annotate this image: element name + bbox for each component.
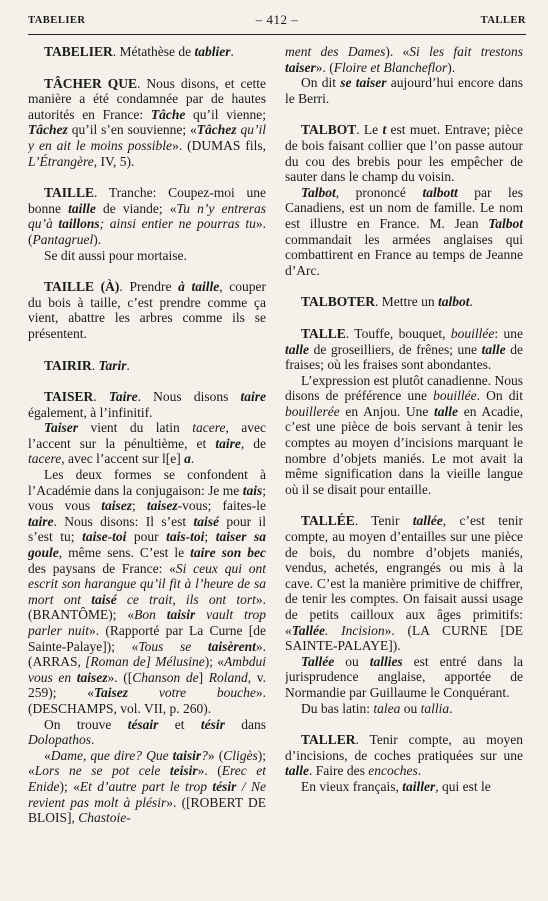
cited-word: tailler bbox=[402, 778, 436, 794]
italic-text: Roland bbox=[208, 669, 248, 685]
body-text: ou bbox=[334, 653, 370, 669]
body-text: . Faire des bbox=[309, 763, 369, 779]
cited-word: Tâche bbox=[150, 106, 186, 122]
body-text: ; bbox=[204, 529, 216, 545]
cited-word: taire son bec bbox=[190, 545, 266, 561]
page-header bbox=[28, 10, 526, 32]
italic-text: Pantagruel bbox=[32, 231, 94, 247]
cited-word: taille bbox=[68, 200, 96, 216]
body-text: ); « bbox=[204, 654, 224, 670]
cited-word: talbott bbox=[422, 184, 458, 200]
cited-word: taire bbox=[28, 513, 54, 529]
cited-word: Tallée bbox=[301, 653, 335, 669]
cited-word: taise-toi bbox=[82, 529, 127, 545]
entry-continuation-paragraph bbox=[285, 654, 523, 701]
entry-headword: TAILLE bbox=[44, 185, 95, 201]
italic-text: Dame, que dire? Que bbox=[50, 747, 173, 763]
body-text: et bbox=[158, 716, 201, 732]
body-text: aujourd’hui encore dans le Berri. bbox=[285, 75, 523, 106]
cited-word: a bbox=[184, 451, 191, 467]
cited-word: taisez bbox=[146, 498, 178, 514]
body-text: . Tranche: Coupez-moi une bonne bbox=[28, 185, 266, 216]
body-text: , c’est tenir compte, au moyen d’entailles sur une pièce de bois, du nombre d’objets maniés, vendus, achetés, engrangés ou mis à la cave. C’est la manière primitive de chiffrer, de tenir les comptes. On faisait aussi usage de petits cailloux aux âges primitifs: « bbox=[285, 513, 523, 638]
body-text: ». (BRANTÔME); « bbox=[28, 591, 266, 623]
body-text: . bbox=[230, 44, 234, 59]
body-text: pour bbox=[126, 529, 167, 545]
italic-text: Cligès bbox=[223, 747, 258, 763]
body-text: . bbox=[449, 700, 453, 716]
body-text: , avec l’accent sur l[e] bbox=[61, 451, 185, 467]
running-head-right: TALLER bbox=[480, 15, 526, 26]
cited-word: taisez bbox=[76, 669, 108, 685]
cited-word: tais bbox=[242, 482, 263, 498]
cited-word: Tâchez bbox=[28, 122, 68, 138]
body-text: de viande; « bbox=[95, 200, 177, 216]
body-text: ». (DUMAS fils, bbox=[172, 137, 266, 153]
header-rule bbox=[28, 34, 526, 35]
entry-continuation-paragraph bbox=[285, 75, 523, 106]
body-text: vient du latin bbox=[78, 420, 193, 436]
cited-word: t bbox=[382, 122, 387, 138]
italic-text: Chanson de bbox=[132, 669, 199, 685]
body-text: qu’il vienne; bbox=[185, 106, 266, 122]
entry-paragraph bbox=[28, 44, 266, 60]
body-text: , prononcé bbox=[335, 184, 423, 200]
dictionary-entry-taille2 bbox=[28, 279, 266, 341]
cited-word: tésair bbox=[127, 716, 159, 732]
cited-word: talle bbox=[285, 341, 309, 357]
italic-text: Si ceux qui ont escrit son harangue qu’il fit à l’heure de sa mort ont bbox=[28, 560, 266, 607]
body-text: . bbox=[93, 389, 109, 405]
italic-text: encoches bbox=[368, 763, 418, 779]
italic-text: tacere bbox=[192, 420, 226, 436]
body-text: . bbox=[91, 357, 99, 373]
body-text: -vous; faites-le bbox=[177, 498, 266, 514]
italic-text: bouillée bbox=[433, 388, 477, 404]
italic-text: bouillerée bbox=[285, 403, 340, 419]
body-text: On trouve bbox=[44, 716, 128, 732]
entry-continuation-paragraph bbox=[28, 748, 266, 826]
entry-paragraph bbox=[28, 279, 266, 341]
entry-continuation-paragraph bbox=[285, 779, 523, 795]
body-text: . Nous disons bbox=[137, 389, 241, 405]
body-text: . bbox=[417, 763, 422, 779]
cited-word: talle bbox=[481, 341, 506, 357]
italic-text: Chastoie- bbox=[78, 810, 131, 826]
body-text: en Acadie, c’est une pièce de bois servant à tenir les comptes au moyen d’incisions marquant le nombre d’objets maniés. Le mot avait la même signification dans la vieille langue où il se disait pour entaille. bbox=[285, 403, 523, 497]
body-text: . bbox=[126, 357, 130, 373]
body-text: ». ( bbox=[28, 216, 266, 247]
entry-headword: TAIRIR bbox=[44, 357, 92, 373]
italic-text: tallia bbox=[420, 700, 450, 716]
cited-word: taisez bbox=[101, 498, 132, 514]
dictionary-entry-taiser-cont bbox=[285, 44, 523, 106]
body-text: , IV, 5). bbox=[93, 153, 135, 169]
italic-text: Floire et Blancheflor bbox=[333, 59, 448, 75]
cited-word: talle bbox=[434, 403, 459, 419]
cited-word: taire bbox=[240, 389, 266, 405]
entry-headword: TALLÉE bbox=[301, 513, 355, 529]
dictionary-entry-talle bbox=[285, 326, 523, 498]
italic-text: [Roman de] Mélusine bbox=[85, 654, 205, 670]
italic-text: Dolopathos bbox=[28, 732, 92, 748]
body-text: , même sens. C’est le bbox=[58, 545, 191, 561]
body-text: ). « bbox=[385, 44, 410, 59]
italic-text: Erec et Enide bbox=[28, 763, 266, 794]
cited-word: Taisez bbox=[94, 685, 129, 701]
cited-word: tallée bbox=[412, 513, 443, 529]
dictionary-entry-taille1 bbox=[28, 185, 266, 263]
body-text: En vieux français, bbox=[301, 778, 403, 794]
body-text: , qui est le bbox=[435, 778, 491, 794]
body-text: ). bbox=[447, 59, 456, 75]
italic-text: L’Étrangère bbox=[28, 153, 94, 169]
italic-text: Ambdui vous en bbox=[28, 654, 266, 685]
body-text: , de bbox=[240, 435, 266, 451]
entry-continuation-paragraph bbox=[28, 467, 266, 717]
entry-paragraph bbox=[28, 185, 266, 247]
body-text: de fraises; où les fraises sont abondantes. bbox=[285, 341, 523, 373]
entry-paragraph bbox=[285, 122, 523, 184]
body-text: ». (Rapporté par La Curne [de Sainte-Palaye]); « bbox=[28, 623, 266, 654]
italic-text: votre bouche bbox=[128, 685, 256, 701]
cited-word: taire bbox=[215, 435, 241, 451]
italic-text: Bon bbox=[134, 607, 167, 623]
body-text: : une bbox=[494, 325, 523, 341]
body-text: » ( bbox=[207, 747, 224, 763]
cited-word: taisé bbox=[91, 591, 117, 607]
body-text: , v. 259); « bbox=[28, 669, 266, 701]
dictionary-entry-tabelier bbox=[28, 44, 266, 60]
body-text: ». ([ bbox=[107, 669, 133, 685]
entry-headword: TALBOTER bbox=[301, 294, 376, 310]
italic-text: Lors ne se pot cele bbox=[34, 763, 170, 779]
body-text: ». ( bbox=[315, 59, 334, 75]
body-text: ou bbox=[400, 700, 421, 716]
body-text: en Anjou. Une bbox=[339, 403, 435, 419]
cited-word: Tarir bbox=[98, 357, 127, 373]
cited-word: tais-toi bbox=[166, 529, 205, 545]
dictionary-entry-tacher bbox=[28, 76, 266, 170]
page-number: – 412 – bbox=[255, 12, 299, 27]
entry-headword: TAISER bbox=[44, 389, 94, 405]
cited-word: talle bbox=[285, 763, 309, 779]
body-text: . bbox=[190, 451, 195, 467]
body-text: est muet. Entrave; pièce de bois faisant collier que l’on passe autour du cou des brebis pour les empêcher de sauter dans le champ du voisin. bbox=[285, 122, 523, 185]
cited-word: se taiser bbox=[340, 75, 387, 91]
dictionary-entry-talboter bbox=[285, 294, 523, 310]
entry-continuation-paragraph bbox=[285, 701, 523, 717]
body-text: des paysans de France: « bbox=[28, 560, 176, 576]
italic-text: Tu n’y entreras qu’à bbox=[28, 200, 266, 232]
cited-word: tésir bbox=[212, 778, 237, 794]
cited-word: Taire bbox=[108, 389, 138, 405]
cited-word: teisir bbox=[169, 763, 198, 779]
cited-word: Taiser bbox=[44, 420, 79, 436]
body-text: On dit bbox=[301, 75, 341, 91]
entry-paragraph bbox=[28, 358, 266, 374]
body-text: ] bbox=[198, 669, 209, 685]
body-text: ». ([ROBERT DE BLOIS], bbox=[28, 794, 266, 826]
body-text: . Le bbox=[356, 122, 383, 138]
italic-text: talea bbox=[373, 700, 401, 716]
dictionary-entry-tairir bbox=[28, 358, 266, 374]
right-column bbox=[285, 44, 523, 893]
cited-word: tallies bbox=[369, 653, 403, 669]
body-text: qu’il s’en souvienne; « bbox=[67, 122, 197, 138]
body-text: ». (DESCHAMPS, vol. VII, p. 260). bbox=[28, 685, 266, 716]
body-text: . Métathèse de bbox=[112, 44, 195, 59]
entry-headword: TABELIER bbox=[44, 44, 113, 59]
body-text: . Touffe, bouquet, bbox=[345, 325, 451, 341]
body-text: Les deux formes se confondent à l’Académie dans la conjugaison: Je me bbox=[28, 467, 266, 498]
cited-word: Talbot bbox=[301, 184, 336, 200]
body-text: pour il s’est tu; bbox=[28, 513, 266, 545]
cited-word: talbot bbox=[438, 294, 470, 310]
body-text: ». (LA CURNE [DE SAINTE-PALAYE]). bbox=[285, 622, 523, 654]
body-text: également, à l’infinitif. bbox=[28, 404, 153, 420]
cited-word: taisir bbox=[166, 607, 196, 623]
cited-word: à taille bbox=[178, 279, 220, 295]
entry-continuation-paragraph bbox=[28, 420, 266, 467]
italic-text: vault trop parler nuit bbox=[28, 607, 266, 638]
body-text: ); « bbox=[28, 747, 266, 779]
entry-paragraph bbox=[285, 513, 523, 653]
cited-word: tésir bbox=[200, 716, 225, 732]
dictionary-entry-taiser bbox=[28, 389, 266, 826]
body-text: . bbox=[469, 294, 473, 310]
cited-word: taiser bbox=[285, 59, 316, 75]
dictionary-entry-tallee bbox=[285, 513, 523, 716]
italic-text: ; ainsi entier ne pourras tu bbox=[99, 216, 256, 232]
entry-continuation-paragraph bbox=[285, 373, 523, 498]
cited-word: taiser sa goule bbox=[28, 529, 266, 561]
italic-text: bouillée bbox=[450, 325, 495, 341]
body-text: . On dit bbox=[476, 388, 523, 404]
entry-paragraph bbox=[28, 76, 266, 170]
body-text: . Tenir bbox=[354, 513, 413, 529]
body-text: par les Canadiens, est un nom de famille. Le nom est illustre en France. M. Jean bbox=[285, 184, 523, 231]
body-text: ». ( bbox=[197, 763, 222, 779]
italic-text: / Ne revient pas molt à plésir bbox=[28, 778, 266, 810]
body-text: ; bbox=[132, 498, 147, 514]
body-text: « bbox=[44, 747, 51, 763]
body-text: . bbox=[91, 732, 95, 748]
body-text: . Prendre bbox=[119, 279, 179, 295]
italic-text: Si les fait trestons bbox=[409, 44, 523, 59]
cited-word: taisir bbox=[172, 747, 202, 763]
cited-word: Talbot bbox=[488, 215, 523, 231]
body-text: , avec l’accent sur la pénultième, et bbox=[28, 420, 266, 451]
entry-continuation-paragraph bbox=[28, 717, 266, 748]
body-text: . Nous disons, et cette manière a été condamnée par de hautes autorités en France: bbox=[28, 75, 266, 122]
body-text: ). bbox=[93, 231, 102, 247]
cited-word: Tallée bbox=[291, 622, 325, 638]
body-text: L’expression est plutôt canadienne. Nous disons de préférence une bbox=[285, 372, 523, 404]
italic-text: ce trait, ils ont tort bbox=[116, 591, 256, 607]
italic-text: ? bbox=[201, 747, 208, 763]
entry-continuation-paragraph bbox=[28, 248, 266, 264]
body-text: commandait les armées anglaises qui combattirent en France au temps de Jeanne d’Arc. bbox=[285, 231, 523, 278]
cited-word: taisé bbox=[193, 513, 219, 529]
running-head-left: TABELIER bbox=[28, 15, 86, 26]
body-text: ); « bbox=[59, 778, 80, 794]
cited-word: taisèrent bbox=[207, 638, 256, 654]
dictionary-entry-talbot bbox=[285, 122, 523, 278]
entry-paragraph bbox=[285, 326, 523, 373]
body-text: ; vous vous bbox=[28, 482, 266, 514]
body-text: Se dit aussi pour mortaise. bbox=[44, 247, 187, 263]
entry-headword: TALLER bbox=[301, 732, 356, 748]
italic-text: ment des Dames bbox=[285, 44, 386, 59]
entry-headword: TALBOT bbox=[301, 122, 357, 138]
body-text: Du bas latin: bbox=[301, 700, 374, 716]
body-text: . Mettre un bbox=[375, 294, 439, 310]
cited-word: taillons bbox=[58, 216, 100, 232]
body-text: , couper du bois à taille, c’est prendre comme ça vient, abattre les arbres comme ils se présentent. bbox=[28, 279, 266, 341]
entry-headword: TAILLE (À) bbox=[44, 279, 120, 295]
dictionary-entry-taller bbox=[285, 732, 523, 794]
italic-text: tacere bbox=[28, 451, 62, 467]
entry-paragraph bbox=[285, 294, 523, 310]
italic-text: Tous se bbox=[138, 638, 208, 654]
entry-paragraph bbox=[28, 389, 266, 420]
cited-word: tablier bbox=[194, 44, 231, 59]
body-text: est entré dans la jurisprudence anglaise, apportée de Normandie par Guillaume le Conquérant. bbox=[285, 653, 523, 700]
italic-text: qu’il y en ait le moins possible bbox=[28, 122, 266, 153]
body-text: ». (ARRAS, bbox=[28, 638, 266, 670]
entry-paragraph bbox=[285, 44, 523, 75]
entry-headword: TÂCHER QUE bbox=[44, 75, 138, 91]
entry-paragraph bbox=[285, 732, 523, 779]
italic-text: Et d’autre part le trop bbox=[79, 778, 213, 794]
italic-text: . Incision bbox=[325, 622, 385, 638]
body-text: . Nous disons: Il s’est bbox=[53, 513, 194, 529]
body-text: . Tenir compte, au moyen d’incisions, de coches pratiquées sur une bbox=[285, 732, 523, 763]
entry-continuation-paragraph bbox=[285, 185, 523, 279]
entry-headword: TALLE bbox=[301, 325, 346, 341]
left-column bbox=[28, 44, 266, 893]
body-text: de groseilliers, de frênes; une bbox=[309, 341, 482, 357]
body-text: dans bbox=[224, 716, 266, 732]
cited-word: Tâchez bbox=[196, 122, 237, 138]
